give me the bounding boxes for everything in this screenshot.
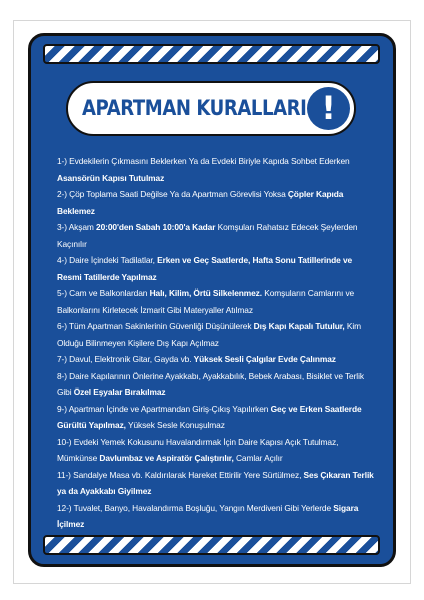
rule-text: 9-) Apartman İçinde ve Apartmandan Giriş-Çıkış Yapılırken	[57, 403, 271, 414]
rule-item	[57, 285, 375, 318]
rule-text: 3-) Akşam	[57, 222, 97, 232]
rules-sign	[28, 33, 396, 567]
rule-emphasis: Asansörün Kapısı Tutulmaz	[57, 172, 165, 183]
rule-text: 2-) Çöp Toplama Saati Değilse Ya da Apartman Görevlisi Yoksa	[57, 189, 288, 199]
rule-text: 10-) Evdeki Yemek Kokusunu Havalandırmak İçin Daire Kapısı Açık Tutulmaz, Mümkünse	[57, 436, 339, 463]
exclamation-icon: !	[307, 87, 350, 130]
hazard-stripe-bottom	[43, 535, 380, 555]
rule-item	[57, 318, 375, 351]
rule-text: 4-) Daire İçindeki Tadilatlar,	[57, 255, 158, 265]
rule-item	[57, 219, 375, 252]
rule-item	[57, 351, 375, 368]
rule-item	[57, 153, 375, 186]
rule-text: Komşuları Rahatsız Edecek Şeylerden Kaçınılır	[57, 222, 358, 249]
rule-emphasis: Yüksek Sesli Çalgılar Evde Çalınmaz	[193, 354, 336, 364]
rule-item	[57, 467, 375, 500]
rules-list	[57, 153, 375, 533]
rule-item	[57, 500, 375, 533]
rule-text: 11-) Sandalye Masa vb. Kaldırılarak Hareket Ettirilir Yere Sürtülmez,	[57, 469, 304, 480]
sign-title: APARTMAN KURALLARI	[82, 96, 307, 120]
rule-emphasis: Geç ve Erken Saatlerde Gürültü Yapılmaz,	[57, 403, 362, 430]
rule-text: 8-) Daire Kapılarının Önlerine Ayakkabı, Ayakkabılık, Bebek Arabası, Bisiklet ve Terlik Gibi	[57, 370, 364, 397]
rule-emphasis: Halı, Kilim, Örtü Silkelenmez.	[149, 288, 262, 298]
rule-text: 12-) Tuvalet, Banyo, Havalandırma Boşluğu, Yangın Merdiveni Gibi Yerlerde	[57, 502, 334, 513]
rule-emphasis: 20:00'den Sabah 10:00'a Kadar	[96, 222, 216, 232]
rule-text: 5-) Cam ve Balkonlardan	[57, 288, 150, 298]
rule-text: 1-) Evdekilerin Çıkmasını Beklerken Ya da Evdeki Biriyle Kapıda Sohbet Ederken	[57, 156, 350, 166]
rule-item	[57, 434, 375, 467]
rule-item	[57, 368, 375, 401]
rule-text: 7-) Davul, Elektronik Gitar, Gayda vb.	[57, 354, 194, 364]
rule-emphasis: Çöpler Kapıda Beklemez	[57, 189, 344, 216]
title-box	[66, 81, 356, 136]
rule-emphasis: Erken ve Geç Saatlerde, Hafta Sonu Tatillerinde ve Resmi Tatillerde Yapılmaz	[57, 255, 353, 282]
rule-emphasis: Ses Çıkaran Terlik ya da Ayakkabı Giyilmez	[57, 469, 374, 496]
rule-emphasis: Dış Kapı Kapalı Tutulur,	[253, 321, 345, 331]
rule-text: Yüksek Sesle Konuşulmaz	[125, 420, 225, 430]
rule-text: Camlar Açılır	[233, 453, 283, 463]
rule-emphasis: Davlumbaz ve Aspiratör Çalıştırılır,	[99, 453, 234, 463]
rule-text: 6-) Tüm Apartman Sakinlerinin Güvenliği Düşünülerek	[57, 321, 254, 331]
rule-emphasis: Özel Eşyalar Bırakılmaz	[73, 387, 166, 397]
rule-item	[57, 252, 375, 285]
hazard-stripe-top	[43, 44, 380, 64]
rule-emphasis: Sigara İçilmez	[57, 502, 359, 529]
rule-item	[57, 401, 375, 434]
rule-item	[57, 186, 375, 219]
rule-text: Kim Olduğu Bilinmeyen Kişilere Dış Kapı Açılmaz	[57, 321, 362, 348]
rule-text: Komşuların Camlarını ve Balkonlarını Kirletecek İzmarit Gibi Materyaller Atılmaz	[57, 288, 355, 315]
